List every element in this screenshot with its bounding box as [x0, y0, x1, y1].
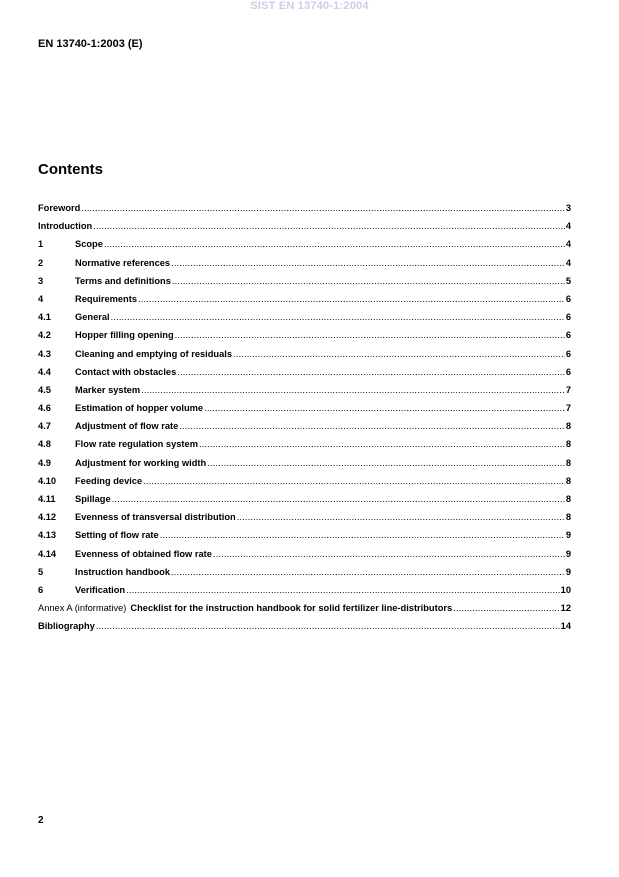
- toc-entry-number: 4.8: [38, 439, 51, 450]
- toc-entry: [38, 472, 571, 490]
- toc-entry-number: 4.2: [38, 330, 51, 341]
- toc-entry: [38, 217, 571, 235]
- toc-entry-title: Hopper filling opening: [75, 330, 174, 341]
- toc-dot-leader: [143, 472, 565, 490]
- toc-entry: [38, 617, 571, 635]
- toc-entry-page: 8: [565, 475, 571, 486]
- toc-entry-page: 8: [565, 512, 571, 523]
- toc-entry-title: Adjustment for working width: [75, 457, 207, 468]
- toc-dot-leader: [175, 326, 565, 344]
- toc-entry-number: 4.14: [38, 548, 57, 559]
- toc-entry-title: Normative references: [75, 257, 171, 268]
- toc-entry-title: Flow rate regulation system: [75, 439, 198, 450]
- toc-entry-title: Checklist for the instruction handbook for solid fertilizer line-distributors: [130, 603, 453, 614]
- table-of-contents: [38, 199, 571, 636]
- toc-entry: [38, 526, 571, 544]
- toc-entry-title: Terms and definitions: [75, 275, 171, 286]
- watermark: SIST EN 13740-1:2004: [250, 0, 369, 12]
- toc-entry-title: Feeding device: [75, 475, 143, 486]
- toc-entry-number: 4.11: [38, 494, 56, 504]
- toc-entry-number: 4.3: [38, 348, 51, 359]
- toc-dot-leader: [138, 290, 565, 308]
- toc-entry-page: 8: [565, 457, 571, 468]
- toc-dot-leader: [453, 599, 559, 617]
- toc-entry-number: 2: [38, 257, 44, 268]
- toc-entry: [38, 599, 571, 617]
- toc-dot-leader: [171, 254, 565, 272]
- toc-entry-number: 4.12: [38, 512, 57, 523]
- toc-entry: [38, 363, 571, 381]
- toc-entry-page: 10: [560, 584, 571, 595]
- toc-entry: [38, 235, 571, 253]
- toc-dot-leader: [126, 581, 560, 599]
- toc-dot-leader: [172, 272, 565, 290]
- toc-dot-leader: [171, 563, 565, 581]
- toc-entry: [38, 508, 571, 526]
- toc-entry-number: 6: [38, 584, 44, 595]
- toc-dot-leader: [213, 545, 565, 563]
- toc-entry-number: 4.6: [38, 403, 51, 414]
- page-number: 2: [38, 815, 44, 826]
- toc-entry-page: 12: [560, 603, 571, 614]
- toc-dot-leader: [179, 417, 565, 435]
- toc-entry-page: 6: [565, 293, 571, 304]
- toc-entry-page: 6: [565, 366, 571, 377]
- toc-entry-title: Cleaning and emptying of residuals: [75, 348, 233, 359]
- toc-dot-leader: [233, 345, 565, 363]
- toc-entry: [38, 490, 571, 508]
- toc-entry-number: 4.9: [38, 457, 51, 468]
- toc-dot-leader: [160, 526, 565, 544]
- toc-entry-page: 8: [565, 439, 571, 450]
- toc-entry-page: 4: [565, 239, 571, 250]
- toc-dot-leader: [204, 399, 565, 417]
- toc-entry-title: Bibliography: [38, 621, 95, 632]
- toc-entry-title: Evenness of obtained flow rate: [75, 548, 212, 559]
- toc-entry: [38, 417, 571, 435]
- toc-entry-page: 4: [565, 221, 571, 232]
- toc-entry-number: 1: [38, 239, 44, 250]
- toc-entry-title: Adjustment of flow rate: [75, 421, 179, 432]
- toc-entry-page: 7: [565, 403, 571, 414]
- toc-entry-page: 6: [565, 312, 571, 323]
- toc-dot-leader: [177, 363, 565, 381]
- toc-entry: [38, 308, 571, 326]
- toc-entry-page: 9: [565, 566, 571, 577]
- toc-entry-number: 4.4: [38, 366, 51, 377]
- toc-entry-title: Evenness of transversal distribution: [75, 512, 236, 523]
- toc-entry-title: Marker system: [75, 384, 141, 395]
- toc-entry: [38, 399, 571, 417]
- toc-entry-prefix: Annex A (informative): [38, 603, 127, 614]
- toc-entry-title: Introduction: [38, 221, 93, 232]
- toc-entry-title: Instruction handbook: [75, 566, 171, 577]
- toc-dot-leader: [96, 617, 560, 635]
- toc-entry-title: General: [75, 312, 110, 323]
- toc-entry: [38, 435, 571, 453]
- toc-entry-title: Contact with obstacles: [75, 366, 177, 377]
- toc-entry-title: Setting of flow rate: [75, 530, 159, 541]
- toc-dot-leader: [111, 308, 565, 326]
- toc-entry: [38, 290, 571, 308]
- toc-entry: [38, 254, 571, 272]
- toc-entry-page: 3: [565, 203, 571, 213]
- toc-entry-title: Requirements: [75, 293, 137, 304]
- toc-dot-leader: [104, 235, 565, 253]
- toc-entry-page: 8: [565, 494, 571, 504]
- toc-dot-leader: [199, 435, 565, 453]
- toc-entry-title: Verification: [75, 584, 126, 595]
- toc-entry-title: Spillage: [75, 494, 111, 504]
- toc-dot-leader: [112, 490, 565, 508]
- toc-entry: [38, 381, 571, 399]
- toc-entry-number: 3: [38, 275, 44, 286]
- toc-dot-leader: [141, 381, 565, 399]
- toc-entry-page: 8: [565, 421, 571, 432]
- document-id: EN 13740-1:2003 (E): [38, 38, 143, 50]
- toc-entry: [38, 454, 571, 472]
- toc-entry: [38, 563, 571, 581]
- toc-entry-number: 4.5: [38, 384, 51, 395]
- toc-entry-title: Estimation of hopper volume: [75, 403, 204, 414]
- toc-entry: [38, 345, 571, 363]
- toc-dot-leader: [81, 199, 564, 217]
- toc-dot-leader: [237, 508, 565, 526]
- toc-entry-number: 4.1: [38, 312, 51, 323]
- toc-entry: [38, 545, 571, 563]
- toc-entry-page: 4: [565, 257, 571, 268]
- toc-entry: [38, 581, 571, 599]
- toc-entry-number: 5: [38, 566, 44, 577]
- toc-entry-title: Scope: [75, 239, 103, 250]
- toc-entry: [38, 272, 571, 290]
- toc-entry-page: 6: [565, 348, 571, 359]
- toc-entry-page: 7: [565, 384, 571, 395]
- contents-heading: Contents: [38, 161, 103, 178]
- toc-entry-page: 9: [565, 530, 571, 541]
- toc-entry: [38, 326, 571, 344]
- toc-entry-number: 4: [38, 293, 44, 304]
- toc-dot-leader: [207, 454, 565, 472]
- toc-entry-page: 14: [560, 621, 571, 632]
- toc-entry-page: 5: [565, 275, 571, 286]
- toc-dot-leader: [93, 217, 565, 235]
- toc-entry-number: 4.7: [38, 421, 51, 432]
- toc-entry-page: 9: [565, 548, 571, 559]
- toc-entry: [38, 199, 571, 217]
- toc-entry-title: Foreword: [38, 203, 81, 213]
- toc-entry-page: 6: [565, 330, 571, 341]
- toc-entry-number: 4.10: [38, 475, 57, 486]
- toc-entry-number: 4.13: [38, 530, 57, 541]
